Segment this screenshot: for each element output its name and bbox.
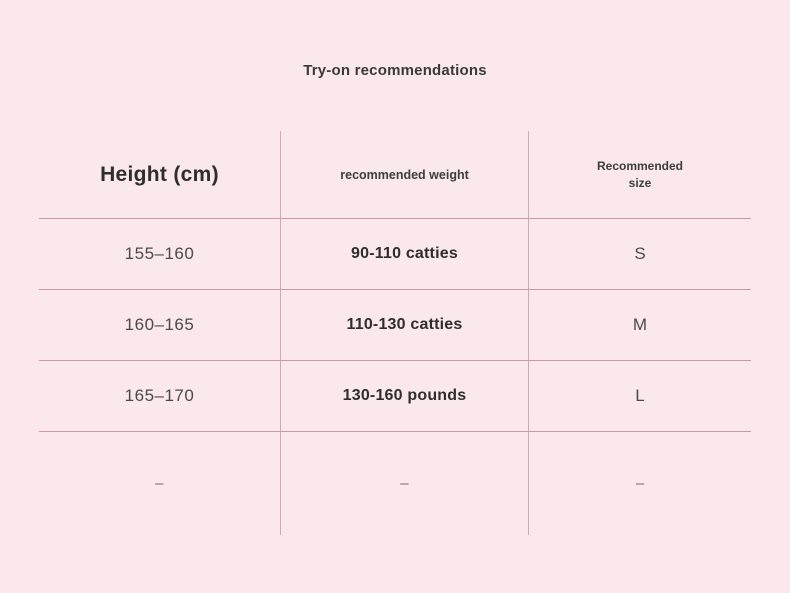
size-chart-table [39,131,751,535]
cell-size: – [528,432,751,535]
cell-weight: 90-110 catties [280,219,528,290]
cell-weight: – [280,432,528,535]
table-row [39,361,751,432]
cell-height: 155–160 [39,219,280,290]
cell-height: 165–170 [39,361,280,432]
column-header-height: Height (cm) [39,131,280,219]
table-header-row [39,131,751,219]
page-title: Try-on recommendations [303,62,487,79]
column-header-size-line1: Recommended [596,159,684,174]
table-row [39,432,751,535]
table-row [39,290,751,361]
cell-size: S [528,219,751,290]
cell-weight: 130-160 pounds [280,361,528,432]
column-header-size-line2: size [628,175,652,190]
cell-size: M [528,290,751,361]
column-header-weight: recommended weight [280,131,528,219]
cell-height: – [155,475,164,492]
cell-height: 160–165 [39,290,280,361]
cell-size: L [528,361,751,432]
column-header-size [528,131,751,219]
cell-weight: 110-130 catties [280,290,528,361]
table-row [39,219,751,290]
